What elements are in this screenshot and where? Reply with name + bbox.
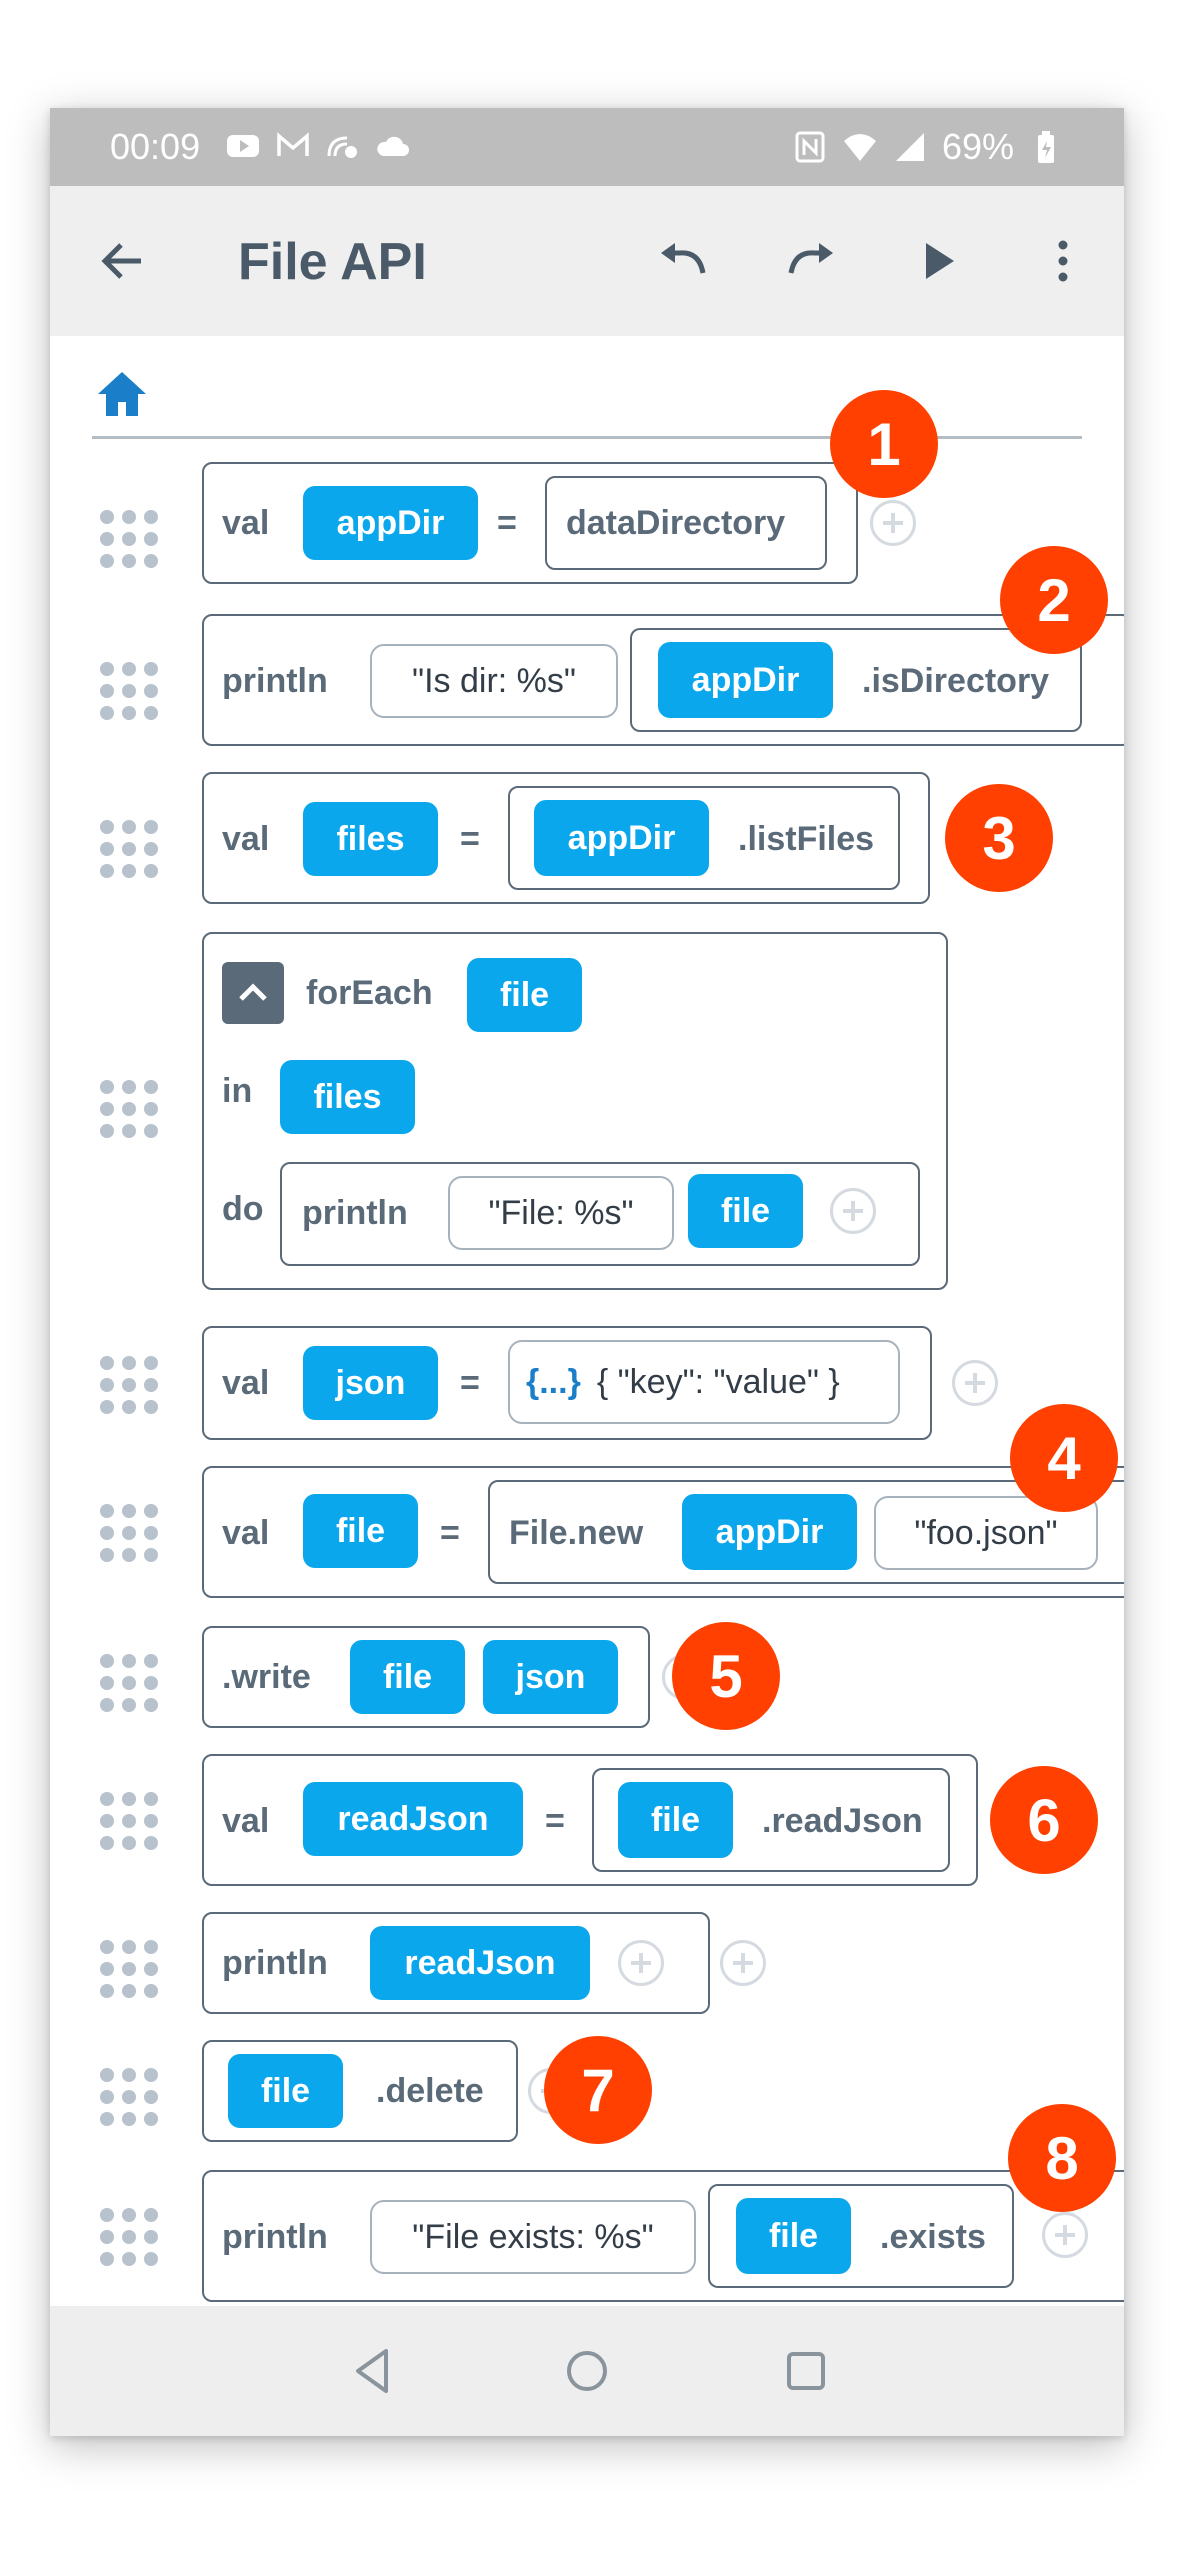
nav-back-button[interactable]	[342, 2341, 402, 2401]
keyword-in: in	[222, 1072, 253, 1110]
step-badge: 6	[990, 1766, 1098, 1874]
more-vert-icon	[1035, 233, 1091, 289]
json-literal[interactable]	[508, 1340, 900, 1424]
drag-handle[interactable]	[100, 510, 158, 568]
status-right-icons	[792, 126, 1064, 168]
member-label: .exists	[880, 2218, 986, 2256]
equals-sign: =	[440, 1514, 460, 1552]
equals-sign: =	[497, 504, 517, 542]
youtube-icon	[225, 128, 261, 164]
keyword-println: println	[222, 1944, 328, 1982]
status-left-icons	[225, 128, 411, 164]
constructor-label: File.new	[509, 1514, 644, 1552]
redo-button[interactable]	[776, 226, 846, 296]
data-directory-label: dataDirectory	[566, 504, 786, 542]
drag-handle[interactable]	[100, 1940, 158, 1998]
member-label: .listFiles	[738, 820, 875, 858]
json-literal-text: { "key": "value" }	[596, 1362, 840, 1401]
variable-pill[interactable]: readJson	[303, 1782, 523, 1856]
variable-pill[interactable]: file	[467, 958, 582, 1032]
string-literal[interactable]: "foo.json"	[874, 1496, 1098, 1570]
back-triangle-icon	[342, 2341, 402, 2401]
status-time: 00:09	[110, 126, 201, 167]
undo-icon	[655, 233, 711, 289]
drag-handle[interactable]	[100, 1080, 158, 1138]
recents-square-icon	[776, 2341, 836, 2401]
variable-pill[interactable]: file	[228, 2054, 343, 2128]
member-label: .isDirectory	[862, 662, 1050, 700]
battery-percent: 69%	[941, 126, 1014, 167]
variable-pill[interactable]: appDir	[658, 642, 833, 718]
equals-sign: =	[545, 1802, 565, 1840]
equals-sign: =	[460, 1364, 480, 1402]
drag-handle[interactable]	[100, 662, 158, 720]
drag-handle[interactable]	[100, 2208, 158, 2266]
variable-pill[interactable]: readJson	[370, 1926, 590, 2000]
signal-icon	[892, 129, 928, 165]
wifi-icon	[842, 129, 878, 165]
drag-handle[interactable]	[100, 1654, 158, 1712]
drag-handle[interactable]	[100, 1792, 158, 1850]
keyword-println: println	[302, 1194, 408, 1232]
add-icon[interactable]	[1042, 2212, 1088, 2258]
add-icon[interactable]	[952, 1360, 998, 1406]
variable-pill[interactable]: file	[350, 1640, 465, 1714]
variable-pill[interactable]: appDir	[303, 486, 478, 560]
keyword-println: println	[222, 662, 328, 700]
step-badge: 7	[544, 2036, 652, 2144]
play-icon	[910, 233, 966, 289]
variable-pill[interactable]: appDir	[682, 1494, 857, 1570]
keyword-val: val	[222, 1802, 270, 1840]
nav-home-button[interactable]	[557, 2341, 617, 2401]
keyword-write: .write	[222, 1658, 311, 1696]
drag-handle[interactable]	[100, 1504, 158, 1562]
run-button[interactable]	[903, 226, 973, 296]
add-icon[interactable]	[870, 500, 916, 546]
variable-pill[interactable]: file	[618, 1782, 733, 1858]
braces-icon: {...}	[526, 1362, 581, 1401]
collapse-button[interactable]	[222, 962, 284, 1024]
variable-pill[interactable]: json	[303, 1346, 438, 1420]
step-badge: 1	[830, 390, 938, 498]
string-literal[interactable]: "File: %s"	[448, 1176, 674, 1250]
back-arrow-icon	[95, 233, 151, 289]
keyword-do: do	[222, 1190, 264, 1228]
drag-handle[interactable]	[100, 2068, 158, 2126]
add-icon[interactable]	[618, 1940, 664, 1986]
drag-handle[interactable]	[100, 820, 158, 878]
member-label: .readJson	[762, 1802, 923, 1840]
variable-pill[interactable]: files	[280, 1060, 415, 1134]
keyword-val: val	[222, 504, 270, 542]
add-icon[interactable]	[720, 1940, 766, 1986]
battery-icon	[1028, 129, 1064, 165]
add-icon[interactable]	[830, 1188, 876, 1234]
system-nav-bar	[50, 2306, 1124, 2436]
back-button[interactable]	[88, 226, 158, 296]
equals-sign: =	[460, 820, 480, 858]
home-icon[interactable]	[94, 366, 150, 422]
variable-pill[interactable]: files	[303, 802, 438, 876]
more-button[interactable]	[1028, 226, 1098, 296]
step-badge: 3	[945, 784, 1053, 892]
keyword-val: val	[222, 1364, 270, 1402]
gmail-icon	[275, 128, 311, 164]
drag-handle[interactable]	[100, 1356, 158, 1414]
code-editor[interactable]	[50, 336, 1124, 2306]
string-literal[interactable]: "File exists: %s"	[370, 2200, 696, 2274]
variable-pill[interactable]: appDir	[534, 800, 709, 876]
variable-pill[interactable]: json	[483, 1640, 618, 1714]
member-label: .delete	[376, 2072, 484, 2110]
step-badge: 2	[1000, 546, 1108, 654]
cloud-icon	[375, 128, 411, 164]
undo-button[interactable]	[648, 226, 718, 296]
string-literal[interactable]: "Is dir: %s"	[370, 644, 618, 718]
redo-icon	[783, 233, 839, 289]
keyword-val: val	[222, 820, 270, 858]
keyword-foreach: forEach	[306, 974, 433, 1012]
page-title: File API	[238, 233, 427, 291]
app-bar	[50, 186, 1124, 336]
variable-pill[interactable]: file	[736, 2198, 851, 2274]
status-bar	[50, 108, 1124, 186]
variable-pill[interactable]: file	[303, 1494, 418, 1568]
nav-recents-button[interactable]	[776, 2341, 836, 2401]
sync-icon	[325, 128, 361, 164]
phone-frame	[50, 108, 1124, 2436]
nfc-icon	[792, 129, 828, 165]
keyword-val: val	[222, 1514, 270, 1552]
step-badge: 8	[1008, 2104, 1116, 2212]
step-badge: 4	[1010, 1404, 1118, 1512]
step-badge: 5	[672, 1622, 780, 1730]
variable-pill[interactable]: file	[688, 1174, 803, 1248]
home-circle-icon	[557, 2341, 617, 2401]
keyword-println: println	[222, 2218, 328, 2256]
chevron-up-icon	[233, 973, 273, 1013]
